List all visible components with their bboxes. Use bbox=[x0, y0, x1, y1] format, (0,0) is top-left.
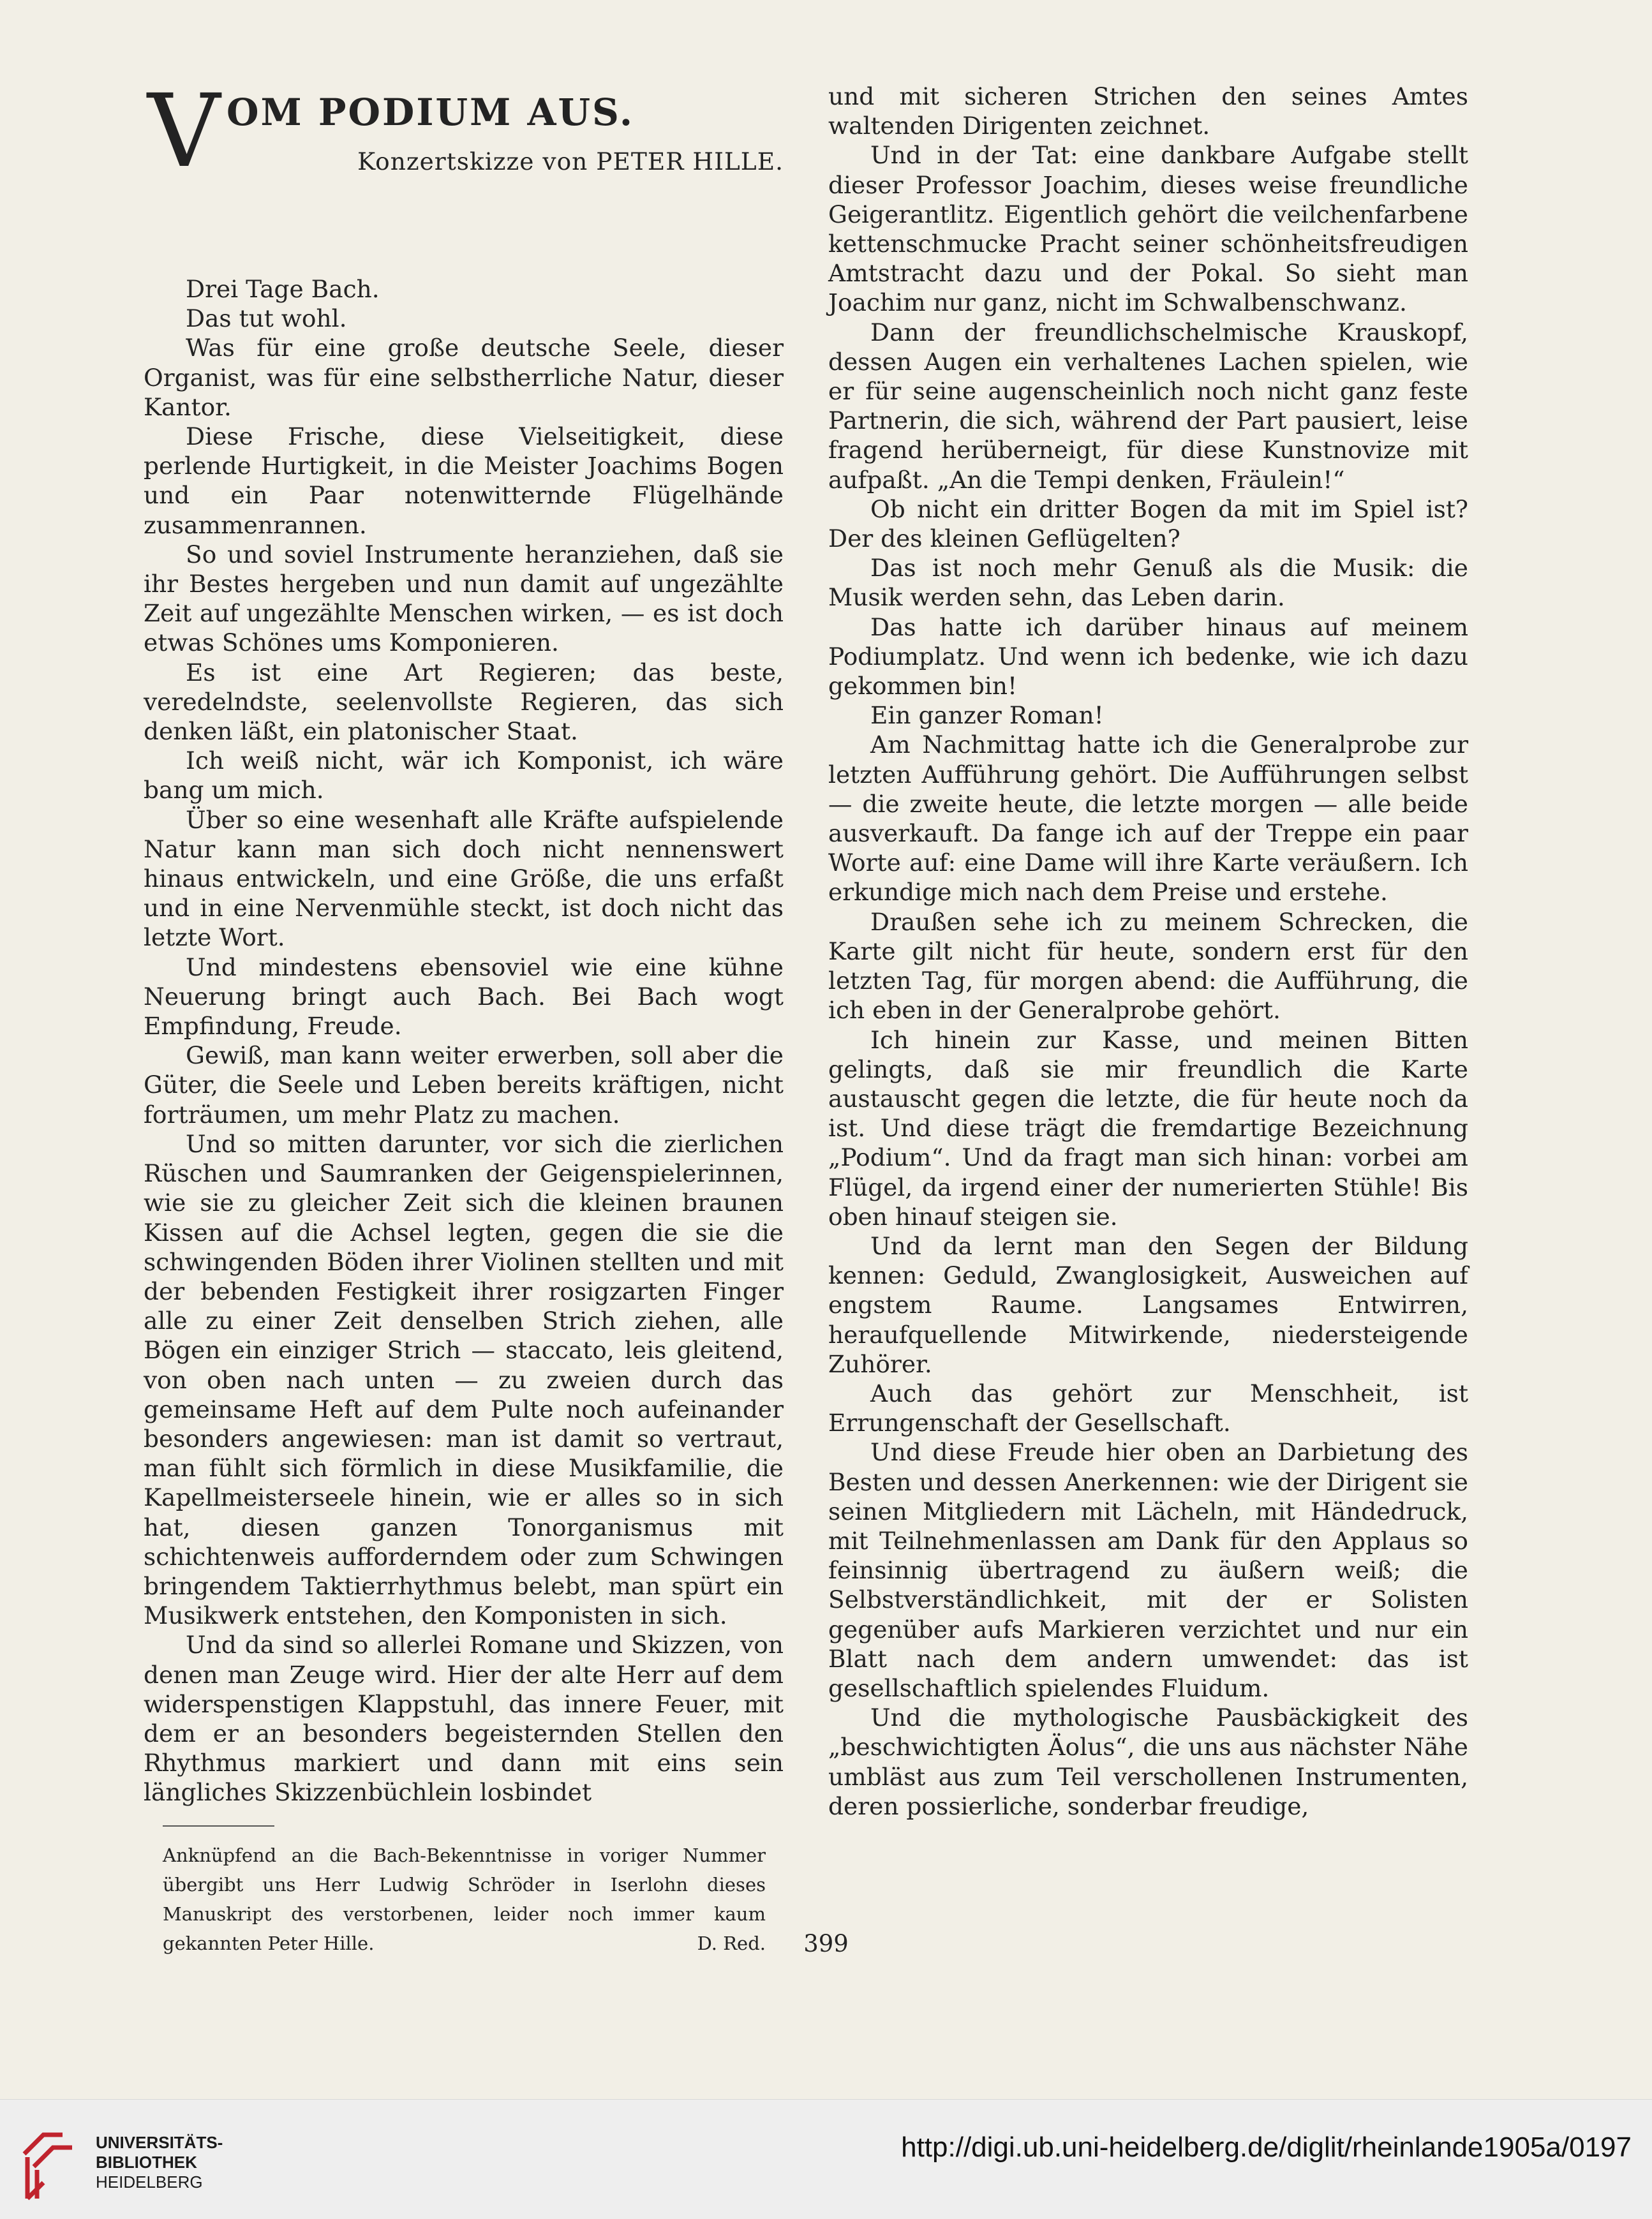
right-column bbox=[828, 82, 1468, 1821]
paragraph: Und mindestens ebensoviel wie eine kühne Neuerung bringt auch Bach. Bei Bach wogt Empfindung, Freude. bbox=[144, 953, 784, 1041]
paragraph: Drei Tage Bach. bbox=[186, 275, 380, 303]
paragraph: Und in der Tat: eine dankbare Aufgabe stellt dieser Professor Joachim, dieses weise freundliche Geigerantlitz. Eigentlich gehört die veilchenfarbene kettenschmucke Pracht seiner schönheitsfreudigen Amtstracht dazu und der Pokal. So sieht man Joachim nur ganz, nicht im Schwalbenschwanz. bbox=[828, 141, 1468, 317]
paragraph: Draußen sehe ich zu meinem Schrecken, die Karte gilt nicht für heute, sondern erst für den letzten Tag, für morgen abend: die Aufführung, die ich eben in der Generalprobe gehört. bbox=[828, 907, 1468, 1025]
paragraph: Was für eine große deutsche Seele, dieser Organist, was für eine selbstherrliche Natur, dieser Kantor. bbox=[144, 334, 784, 421]
paragraph: Und da sind so allerlei Romane und Skizzen, von denen man Zeuge wird. Hier der alte Herr auf dem widerspenstigen Klappstuhl, das innere Feuer, mit dem er an besonders begeisternden Stellen den Rhythmus markiert und dann mit eins sein längliches Skizzenbüchlein losbindet bbox=[144, 1631, 784, 1807]
footnote-rule bbox=[163, 1825, 274, 1827]
university-library-logo-icon bbox=[18, 2119, 82, 2202]
paragraph: Ich weiß nicht, wär ich Komponist, ich wäre bang um mich. bbox=[144, 746, 784, 805]
footnote-text: Anknüpfend an die Bach-Bekenntnisse in voriger Nummer übergibt uns Herr Ludwig Schröder in Iserlohn dieses Manuskript des verstorbenen, leider noch immer kaum gekannten Peter Hille. bbox=[163, 1844, 766, 1955]
paragraph: Ich hinein zur Kasse, und meinen Bitten gelingts, daß sie mir freundlich die Karte austauscht gegen die letzte, die für heute noch da ist. Und diese trägt die fremdartige Bezeichnung „Podium“. Und da fragt man sich hinan: vorbei am Flügel, da irgend einer der numerierten Stühle! Bis oben hinauf steigen sie. bbox=[828, 1025, 1468, 1231]
drop-cap: V bbox=[147, 73, 221, 190]
paragraph: Und die mythologische Pausbäckigkeit des „beschwichtigten Äolus“, die uns aus nächster Nähe umbläst aus zum Teil verschollenen Instrumenten, deren possierliche, sonderbar freudige, bbox=[828, 1703, 1468, 1820]
footnote-signature: D. Red. bbox=[697, 1933, 766, 1955]
paragraph: Ein ganzer Roman! bbox=[870, 701, 1104, 730]
source-url-link[interactable]: http://digi.ub.uni-heidelberg.de/diglit/rheinlande1905a/0197 bbox=[901, 2132, 1632, 2163]
page-number: 399 bbox=[803, 1930, 849, 1957]
library-name-line-2: BIBLIOTHEK bbox=[96, 2153, 197, 2172]
library-name bbox=[96, 2133, 223, 2192]
paragraph: Diese Frische, diese Vielseitigkeit, diese perlende Hurtigkeit, in die Meister Joachims Bogen und ein Paar notenwitternde Flügelhände zusammenrannen. bbox=[144, 422, 784, 539]
library-name-line-1: UNIVERSITÄTS- bbox=[96, 2133, 223, 2152]
paragraph: Am Nachmittag hatte ich die Generalprobe zur letzten Aufführung gehört. Die Aufführungen selbst — die zweite heute, die letzte morgen — alle beide ausverkauft. Da fange ich auf der Treppe ein paar Worte auf: eine Dame will ihre Karte veräußern. Ich erkundige mich nach dem Preise und erstehe. bbox=[828, 731, 1468, 907]
article-subtitle: Konzertskizze von PETER HILLE. bbox=[357, 147, 784, 175]
paragraph: Und diese Freude hier oben an Darbietung des Besten und dessen Anerkennen: wie der Dirigent sie seinen Mitgliedern mit Lächeln, mit Händedruck, mit Teilnehmenlassen am Dank für den Applaus so feinsinnig übertragend zu äußern weiß; die Selbstverständlichkeit, mit der er Solisten gegenüber aufs Markieren verzichtet und nur ein Blatt nach dem andern umwendet: das ist gesellschaftlich spielendes Fluidum. bbox=[828, 1438, 1468, 1702]
paragraph: Und so mitten darunter, vor sich die zierlichen Rüschen und Saumranken der Geigenspielerinnen, wie sie zu gleicher Zeit sich die kleinen braunen Kissen auf die Achsel legten, gegen die sie die schwingenden Böden ihrer Violinen stellten und mit der bebenden Festigkeit ihrer rosigzarten Finger alle zu einer Zeit denselben Strich ziehen, alle Bögen ein einziger Strich — staccato, leis gleitend, von oben nach unten — zu zweien durch das gemeinsame Heft auf dem Pulte noch aufeinander besonders angewiesen: man ist damit so vertraut, man fühlt sich förmlich in diese Musikfamilie, die Kapellmeisterseele hinein, wie er alles so in sich hat, diesen ganzen Tonorganismus mit schichtenweis aufforderndem oder zum Schwingen bringendem Taktierrhythmus belebt, man spürt ein Musikwerk entstehen, den Komponisten in sich. bbox=[144, 1129, 784, 1630]
paragraph: So und soviel Instrumente heranziehen, daß sie ihr Bestes hergeben und nun damit auf ungezählte Zeit auf ungezählte Menschen wirken, — es ist doch etwas Schönes ums Komponieren. bbox=[144, 540, 784, 657]
paragraph: Das hatte ich darüber hinaus auf meinem Podiumplatz. Und wenn ich bedenke, wie ich dazu gekommen bin! bbox=[828, 612, 1468, 701]
paragraph: Das ist noch mehr Genuß als die Musik: die Musik werden sehn, das Leben darin. bbox=[828, 554, 1468, 612]
paragraph: Auch das gehört zur Menschheit, ist Errungenschaft der Gesellschaft. bbox=[828, 1379, 1468, 1437]
article-header bbox=[144, 73, 784, 190]
left-column bbox=[144, 73, 784, 1958]
paragraph: Und da lernt man den Segen der Bildung kennen: Geduld, Zwanglosigkeit, Ausweichen auf engstem Raume. Langsames Entwirren, heraufquellende Mitwirkende, niedersteigende Zuhörer. bbox=[828, 1231, 1468, 1378]
library-footer bbox=[0, 2099, 1652, 2219]
paragraph: Gewiß, man kann weiter erwerben, soll aber die Güter, die Seele und Leben bereits kräftigen, nicht forträumen, um mehr Platz zu machen. bbox=[144, 1041, 784, 1129]
paragraph: Es ist eine Art Regieren; das beste, veredelndste, seelenvollste Regieren, das sich denken läßt, ein platonischer Staat. bbox=[144, 658, 784, 746]
library-name-line-3: HEIDELBERG bbox=[96, 2172, 203, 2192]
paragraph: Über so eine wesenhaft alle Kräfte aufspielende Natur kann man sich doch nicht nennenswert hinaus entwickeln, und eine Größe, die uns erfaßt und in eine Nervenmühle steckt, ist doch nicht das letzte Wort. bbox=[144, 805, 784, 952]
article-title: OM PODIUM AUS. bbox=[227, 91, 635, 134]
paragraph: Dann der freundlichschelmische Krauskopf, dessen Augen ein verhaltenes Lachen spielen, wie er für seine augenscheinlich noch nicht ganz feste Partnerin, die sich, während der Part pausiert, leise fragend herüberneigt, für diese Kunstnovize mit aufpaßt. „An die Tempi denken, Fräulein!“ bbox=[828, 318, 1468, 494]
paragraph: Ob nicht ein dritter Bogen da mit im Spiel ist? Der des kleinen Geflügelten? bbox=[828, 494, 1468, 553]
paragraph: und mit sicheren Strichen den seines Amtes waltenden Dirigenten zeichnet. bbox=[828, 82, 1468, 140]
paragraph: Das tut wohl. bbox=[186, 304, 347, 333]
